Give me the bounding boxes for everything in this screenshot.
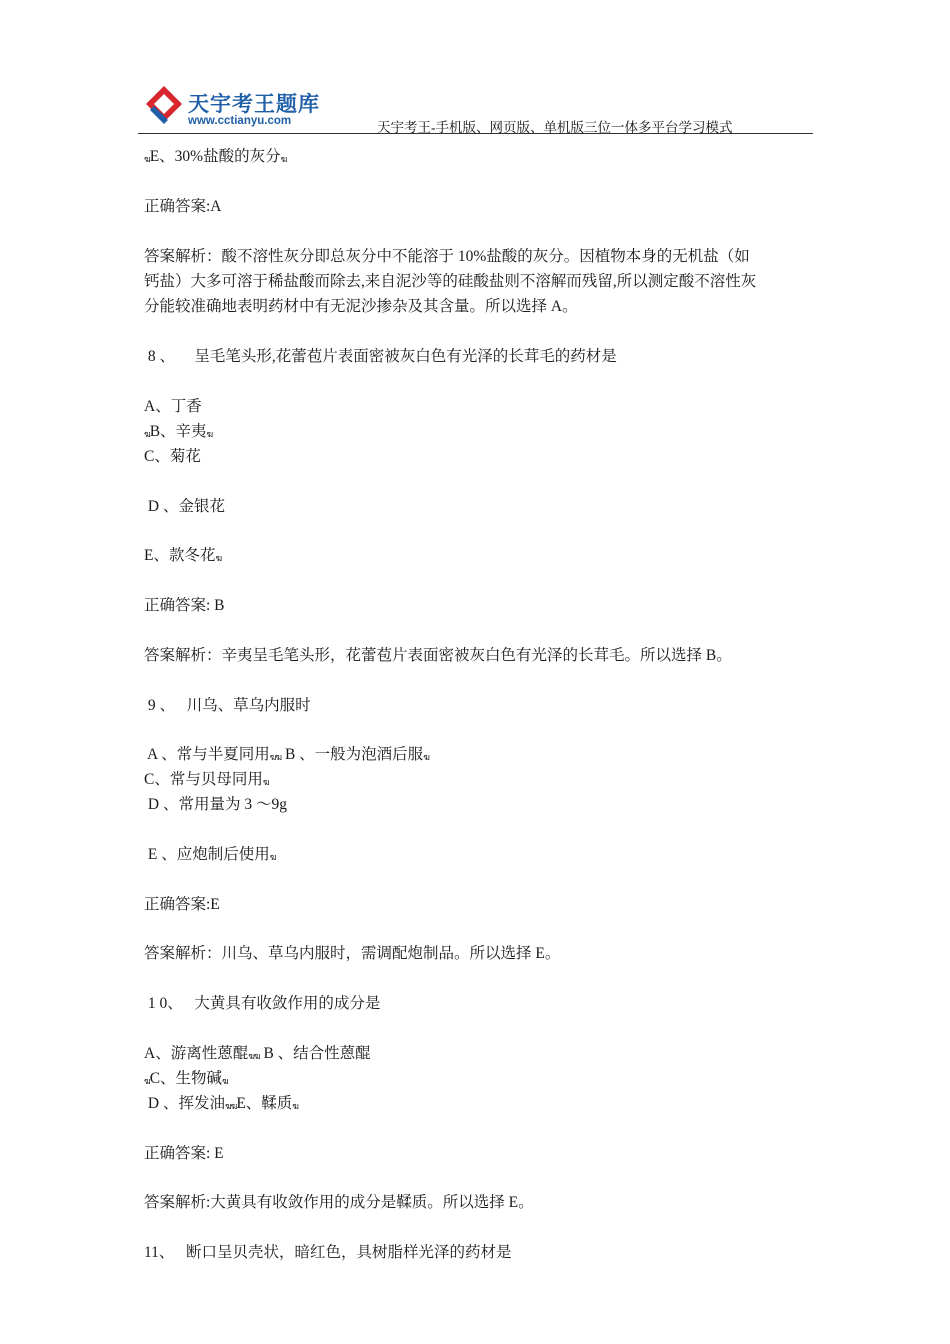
line-text: C、生物碱 [149, 1070, 223, 1087]
line-text: 分能较准确地表明药材中有无泥沙掺杂及其含量。所以选择 A。 [144, 298, 578, 315]
artifact-glyph: ฆ [215, 553, 222, 563]
line-text: A、游离性蒽醌 [144, 1045, 249, 1062]
line-text: 答案解析：酸不溶性灰分即总灰分中不能溶于 10%盐酸的灰分。因植物本身的无机盐（如 [144, 248, 750, 265]
question-8 [144, 347, 617, 367]
option-line [144, 1044, 371, 1066]
artifact-glyph: ฆ [144, 1076, 150, 1086]
option-line [144, 745, 429, 767]
page-header [138, 80, 813, 136]
option-line [144, 422, 212, 444]
correct-answer [144, 197, 222, 217]
logo-url: www.cctianyu.com [188, 115, 292, 127]
line-text: 正确答案: E [144, 1145, 224, 1162]
line-text: 正确答案: B [144, 597, 225, 614]
artifact-glyph: ฆ [269, 852, 276, 862]
line-text: A、丁香 [144, 398, 202, 415]
option-line [144, 1094, 298, 1116]
line-text: C、菊花 [144, 448, 201, 465]
answer-explanation [144, 646, 732, 666]
correct-answer [144, 895, 220, 915]
question-9 [144, 696, 311, 716]
line-text: D 、金银花 [144, 498, 225, 515]
artifact-glyph: ฆ [144, 429, 150, 439]
line-text: 答案解析:大黄具有收敛作用的成分是鞣质。所以选择 E。 [144, 1194, 534, 1211]
question-10 [144, 994, 380, 1014]
line-text: 9 、 川乌、草乌内服时 [144, 697, 311, 714]
artifact-glyph: ฆ [206, 429, 213, 439]
artifact-glyph: ฆฆ [248, 1051, 260, 1061]
logo[interactable] [144, 82, 334, 132]
line-text: D 、常用量为 3 ～9g [144, 796, 287, 813]
option-line [144, 147, 286, 169]
artifact-glyph: ฆ [423, 752, 429, 762]
line-text: B 、一般为泡酒后服 [281, 746, 424, 763]
artifact-glyph: ฆฆ [224, 1101, 237, 1111]
option-line [144, 845, 275, 867]
option-line [144, 1069, 228, 1091]
line-text: B、辛夷 [149, 423, 207, 440]
answer-explanation [144, 272, 756, 292]
artifact-glyph: ฆฆ [269, 752, 282, 762]
logo-diamond-icon [144, 84, 184, 128]
line-text: 正确答案:E [144, 896, 220, 913]
option-line [144, 795, 287, 815]
line-text: 11、 断口呈贝壳状，暗红色，具树脂样光泽的药材是 [144, 1244, 512, 1261]
option-line [144, 397, 202, 417]
answer-explanation [144, 297, 578, 317]
line-text: 答案解析：川乌、草乌内服时，需调配炮制品。所以选择 E。 [144, 945, 561, 962]
line-text: 正确答案:A [144, 198, 222, 215]
answer-explanation [144, 1193, 534, 1213]
logo-name: 天宇考王题库 [188, 92, 320, 116]
option-line [144, 770, 269, 792]
line-text: E 、应炮制后使用 [144, 846, 270, 863]
answer-explanation [144, 944, 560, 964]
line-text: 8 、 呈毛笔头形,花蕾苞片表面密被灰白色有光泽的长茸毛的药材是 [144, 348, 617, 365]
option-line [144, 546, 221, 568]
line-text: B 、结合性蒽醌 [259, 1045, 371, 1062]
line-text: E、鞣质 [236, 1095, 293, 1112]
answer-explanation [144, 247, 750, 267]
option-line [144, 497, 225, 517]
question-11 [144, 1243, 512, 1263]
line-text: 钙盐）大多可溶于稀盐酸而除去,来自泥沙等的硅酸盐则不溶解而残留,所以测定酸不溶性灰 [144, 273, 757, 290]
line-text: D 、挥发油 [144, 1095, 225, 1112]
artifact-glyph: ฆ [144, 154, 150, 164]
correct-answer [144, 596, 225, 616]
artifact-glyph: ฆ [262, 777, 269, 787]
line-text: E、30%盐酸的灰分 [149, 148, 281, 165]
artifact-glyph: ฆ [292, 1101, 298, 1111]
line-text: A 、常与半夏同用 [144, 746, 270, 763]
artifact-glyph: ฆ [280, 154, 287, 164]
header-divider [138, 133, 813, 134]
option-line [144, 447, 201, 467]
line-text: 答案解析：辛夷呈毛笔头形，花蕾苞片表面密被灰白色有光泽的长茸毛。所以选择 B。 [144, 647, 732, 664]
header-tagline: 天宇考王-手机版、网页版、单机版三位一体多平台学习模式 [377, 120, 733, 135]
line-text: 1 0、 大黄具有收敛作用的成分是 [144, 995, 381, 1012]
line-text: C、常与贝母同用 [144, 771, 263, 788]
line-text: E、款冬花 [144, 547, 216, 564]
correct-answer [144, 1144, 224, 1164]
artifact-glyph: ฆ [222, 1076, 228, 1086]
